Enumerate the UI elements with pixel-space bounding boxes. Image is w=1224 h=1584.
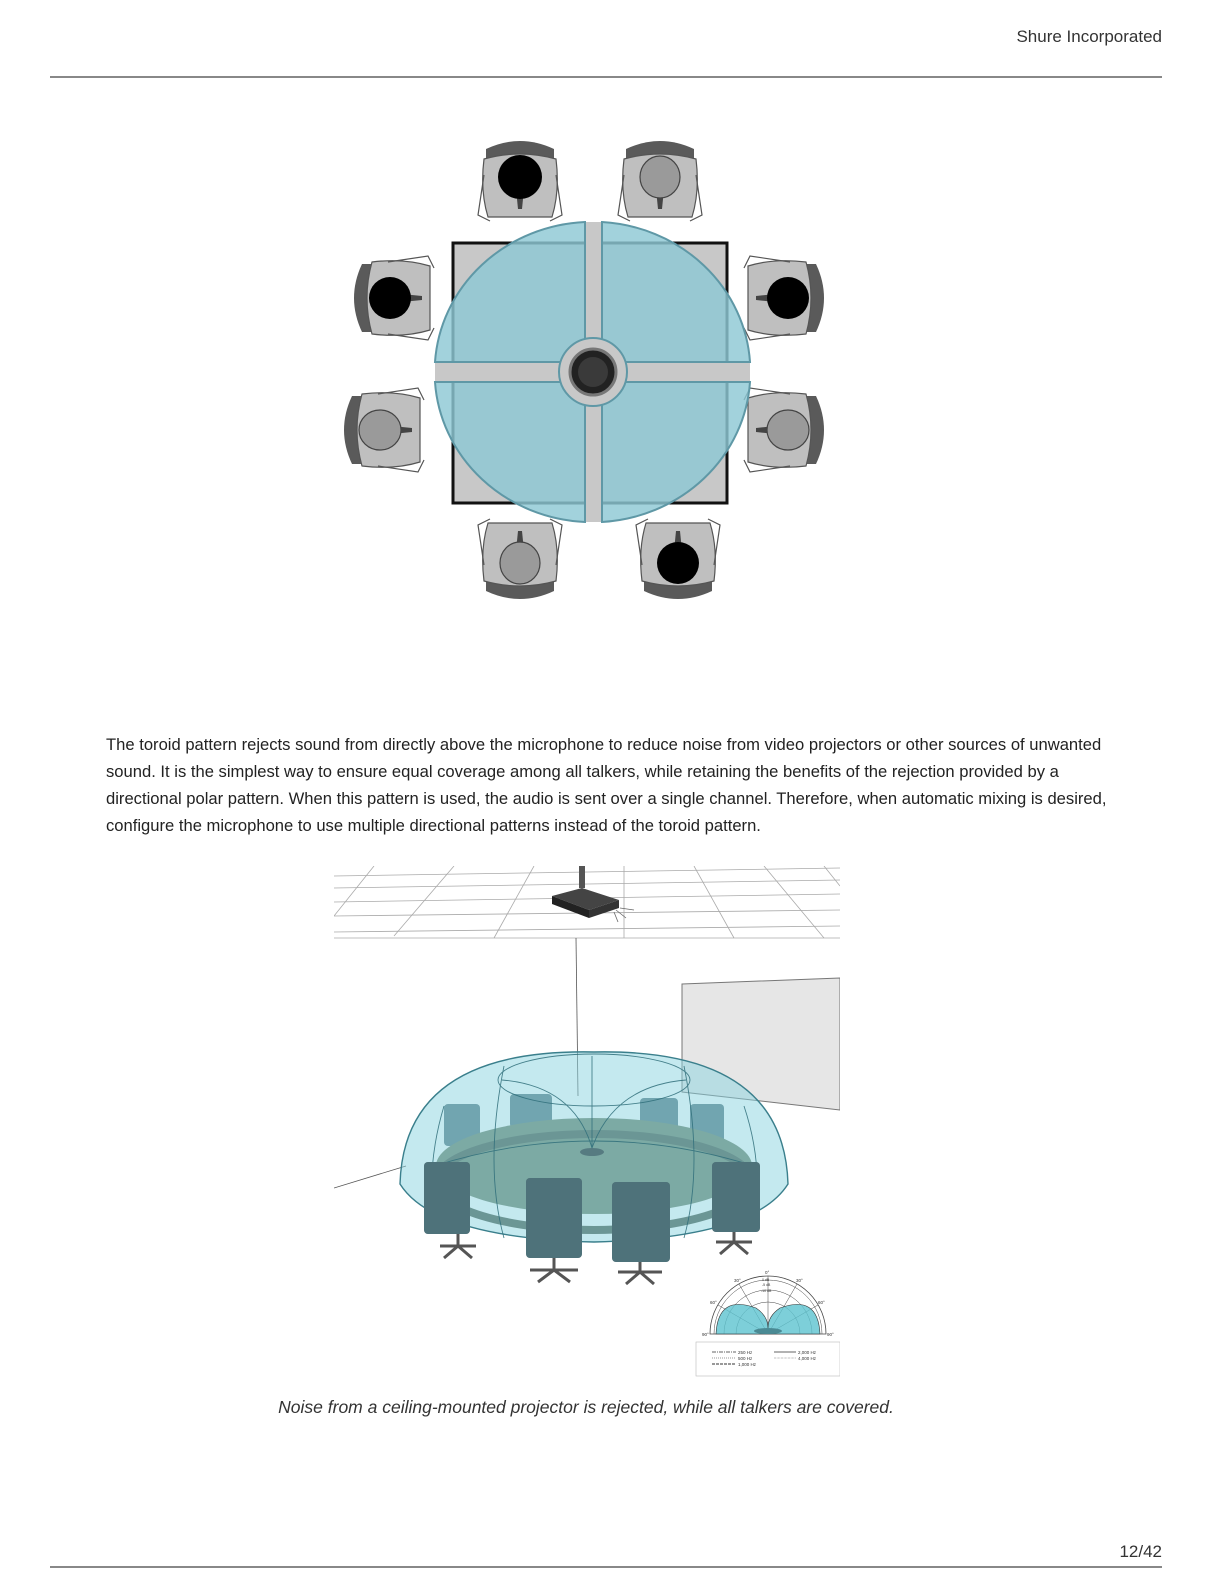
page-number: 12/42 <box>1119 1542 1162 1561</box>
person-left-upper <box>354 256 434 340</box>
person-right-lower <box>744 388 824 472</box>
polar-legend-2000: 2,000 Hz <box>798 1350 817 1355</box>
polar-legend-4000: 4,000 Hz <box>798 1356 817 1361</box>
header-company: Shure Incorporated <box>1016 27 1162 46</box>
figure-caption: Noise from a ceiling-mounted projector is rejected, while all talkers are covered. <box>278 1397 894 1417</box>
polar-angle-90-left: 90° <box>702 1332 709 1337</box>
polar-db-5: -5 dB <box>762 1283 771 1287</box>
polar-legend-250: 250 Hz <box>738 1350 753 1355</box>
polar-angle-60-left: 60° <box>710 1300 717 1305</box>
person-right-upper <box>744 256 824 340</box>
polar-angle-0: 0° <box>765 1270 770 1275</box>
person-top-right <box>618 141 702 221</box>
room-toroid-illustration <box>334 866 840 1378</box>
person-left-lower <box>344 388 424 472</box>
polar-db-10: -10 dB <box>761 1289 772 1293</box>
person-bottom-left <box>478 519 562 599</box>
overhead-table-illustration <box>340 140 840 610</box>
header-rule <box>50 76 1162 78</box>
polar-angle-60-right: 60° <box>818 1300 825 1305</box>
polar-angle-90-right: 90° <box>827 1332 834 1337</box>
polar-legend-500: 500 Hz <box>738 1356 753 1361</box>
polar-db-0: 0 dB <box>762 1278 770 1282</box>
polar-legend-1000: 1,000 Hz <box>738 1362 757 1367</box>
person-bottom-right <box>636 519 720 599</box>
polar-angle-30-right: 30° <box>796 1278 803 1283</box>
body-paragraph: The toroid pattern rejects sound from directly above the microphone to reduce noise from video projectors or other sources of unwanted sound. It is the simplest way to ensure equal coverage among all talkers, while retaining the benefits of the rejection provided by a directional polar pattern. When this pattern is used, the audio is sent over a single channel. Therefore, when automatic mixing is desired, configure the microphone to use multiple directional patterns instead of the toroid pattern. <box>106 735 1107 835</box>
person-top-left <box>478 141 562 221</box>
polar-pattern-chart <box>696 1268 840 1376</box>
polar-angle-30-left: 30° <box>734 1278 741 1283</box>
footer-rule <box>50 1566 1162 1568</box>
